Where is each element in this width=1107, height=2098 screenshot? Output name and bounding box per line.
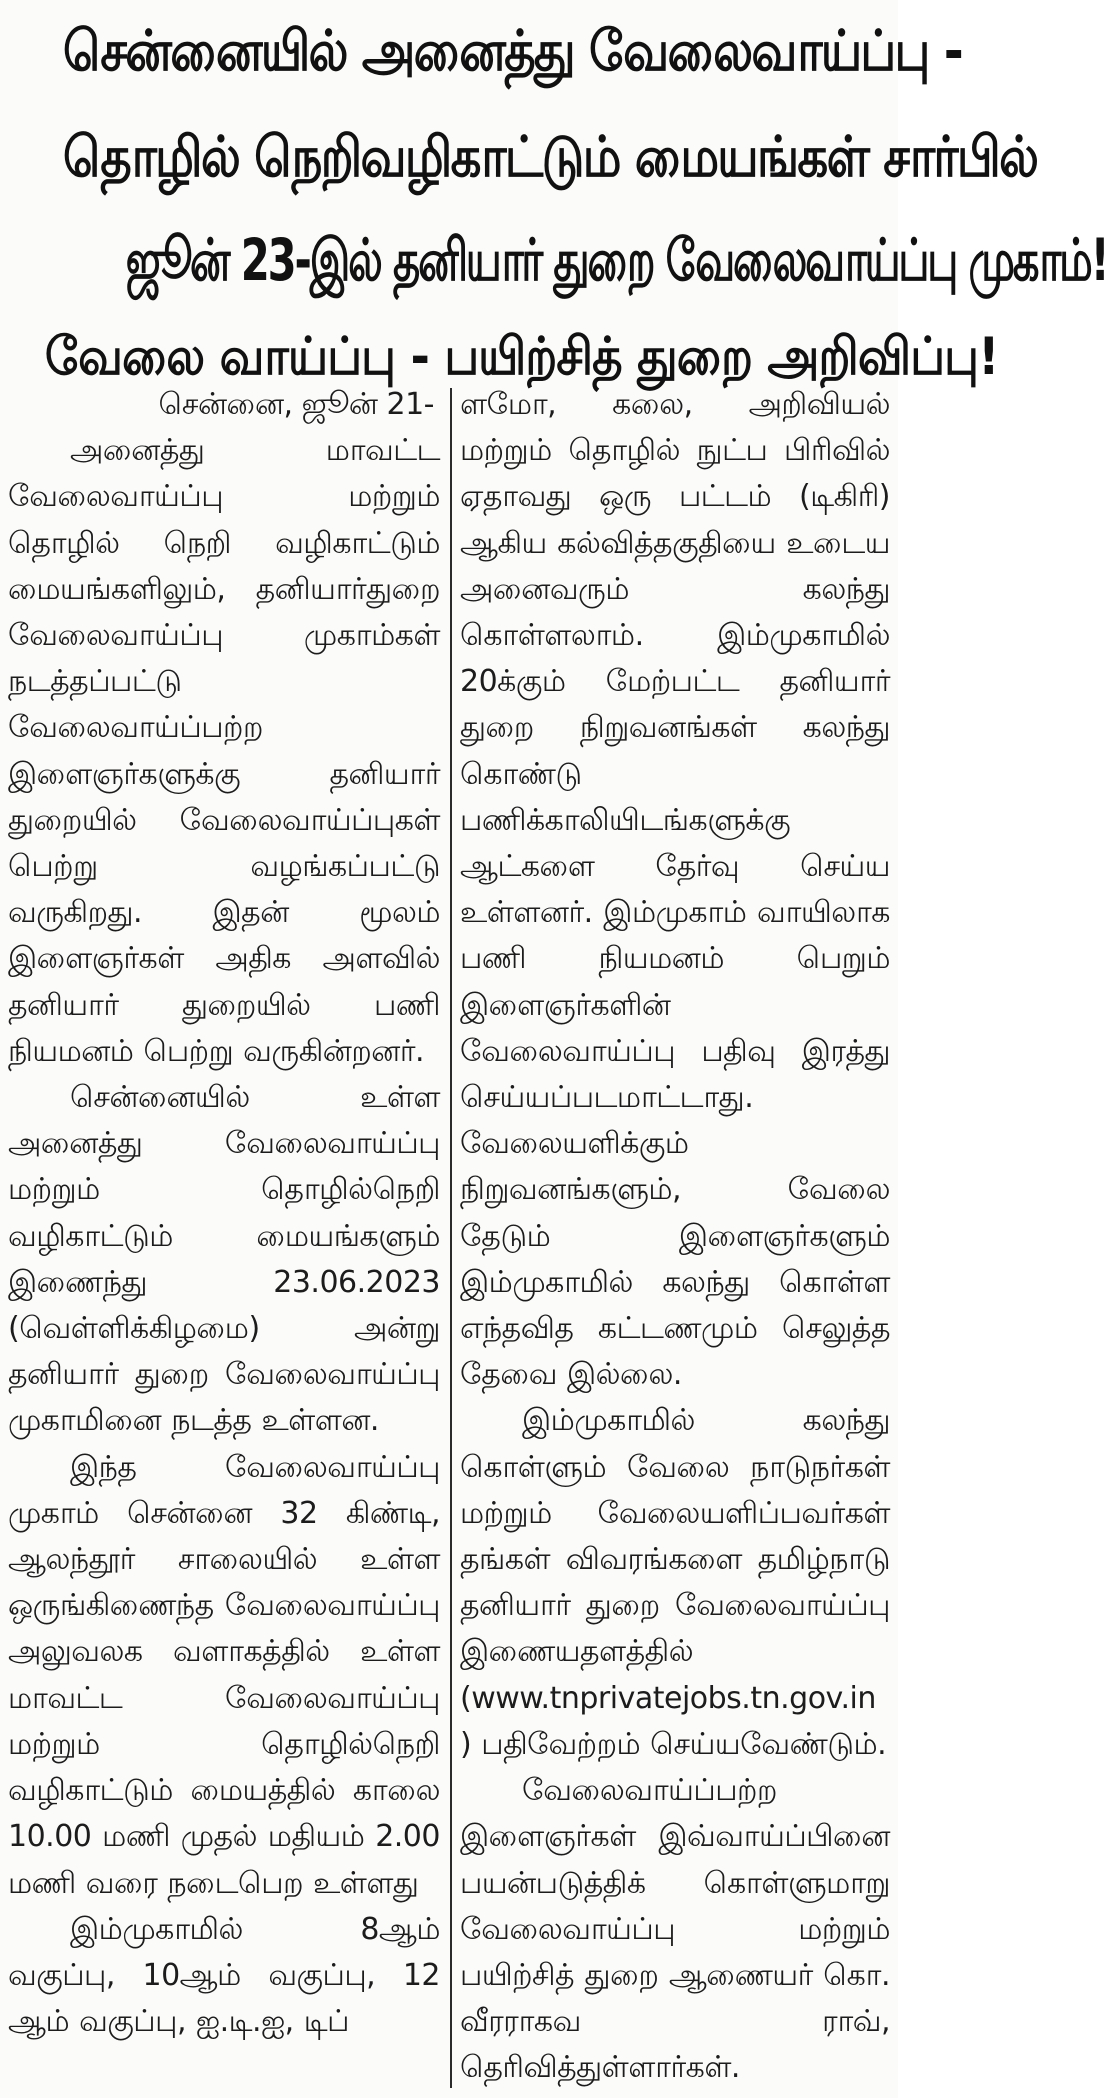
headline-subtitle: வேலை வாய்ப்பு - பயிற்சித் துறை அறிவிப்பு! <box>44 327 999 387</box>
right-column <box>460 382 890 2090</box>
paragraph-7: வேலைவாய்ப்பற்ற இளைஞர்கள் இவ்வாய்ப்பினை பயன்படுத்திக் கொள்ளுமாறு வேலைவாய்ப்பு மற்றும் பயிற்சித் துறை ஆணையர் கொ. வீரராகவ ராவ், தெரிவித்துள்ளார்கள். <box>460 1773 890 2086</box>
paragraph-6: இம்முகாமில் கலந்து கொள்ளும் வேலை நாடுநர்கள் மற்றும் வேலையளிப்பவர்கள் தங்கள் விவரங்களை தமிழ்நாடு தனியார் துறை வேலைவாய்ப்பு இணையதளத்தில் (www.tnprivatejobs.tn.gov.in ) பதிவேற்றம் செய்யவேண்டும். <box>460 1403 890 1762</box>
paragraph-1: அனைத்து மாவட்ட வேலைவாய்ப்பு மற்றும் தொழில் நெறி வழிகாட்டும் மையங்களிலும், தனியார்துறை வேலைவாய்ப்பு முகாம்கள் நடத்தப்பட்டு வேலைவாய்ப்பற்ற இளைஞர்களுக்கு தனியார் துறையில் வேலைவாய்ப்புகள் பெற்று வழங்கப்பட்டு வருகிறது. இதன் மூலம் இளைஞர்கள் அதிக அளவில் தனியார் துறையில் பணி நியமனம் பெற்று வருகின்றனர். <box>8 433 440 1069</box>
paragraph-4: இம்முகாமில் 8ஆம் வகுப்பு, 10ஆம் வகுப்பு, 12 ஆம் வகுப்பு, ஐ.டி.ஐ, டிப் <box>8 1911 440 2040</box>
headline-main: ஜூன் 23-இல் தனியார் துறை வேலைவாய்ப்பு முகாம்! <box>125 226 1107 294</box>
headline-line-1: சென்னையில் அனைத்து வேலைவாய்ப்பு - <box>62 19 962 84</box>
paragraph-2: சென்னையில் உள்ள அனைத்து வேலைவாய்ப்பு மற்றும் தொழில்நெறி வழிகாட்டும் மையங்களும் இணைந்து 23.06.2023 (வெள்ளிக்கிழமை) அன்று தனியார் துறை வேலைவாய்ப்பு முகாமினை நடத்த உள்ளன. <box>8 1080 440 1439</box>
paragraph-3: இந்த வேலைவாய்ப்பு முகாம் சென்னை 32 கிண்டி, ஆலந்தூர் சாலையில் உள்ள ஒருங்கிணைந்த வேலைவாய்ப்பு அலுவலக வளாகத்தில் உள்ள மாவட்ட வேலைவாய்ப்பு மற்றும் தொழில்நெறி வழிகாட்டும் மையத்தில் காலை 10.00 மணி முதல் மதியம் 2.00 மணி வரை நடைபெற உள்ளது <box>8 1449 440 1901</box>
headline-line-2: தொழில் நெறிவழிகாட்டும் மையங்கள் சார்பில் <box>62 125 1038 190</box>
dateline: சென்னை, ஜூன் 21- <box>158 387 434 422</box>
paragraph-5: ளமோ, கலை, அறிவியல் மற்றும் தொழில் நுட்ப பிரிவில் ஏதாவது ஒரு பட்டம் (டிகிரி) ஆகிய கல்வித்தகுதியை உடைய அனைவரும் கலந்து கொள்ளலாம். இம்முகாமில் 20க்கும் மேற்பட்ட தனியார் துறை நிறுவனங்கள் கலந்து கொண்டு பணிக்காலியிடங்களுக்கு ஆட்களை தேர்வு செய்ய உள்ளனர். இம்முகாம் வாயிலாக பணி நியமனம் பெறும் இளைஞர்களின் வேலைவாய்ப்பு பதிவு இரத்து செய்யப்படமாட்டாது. வேலையளிக்கும் நிறுவனங்களும், வேலை தேடும் இளைஞர்களும் இம்முகாமில் கலந்து கொள்ள எந்தவித கட்டணமும் செலுத்த தேவை இல்லை. <box>460 387 890 1393</box>
column-divider <box>450 388 452 2088</box>
left-column <box>8 382 440 2090</box>
